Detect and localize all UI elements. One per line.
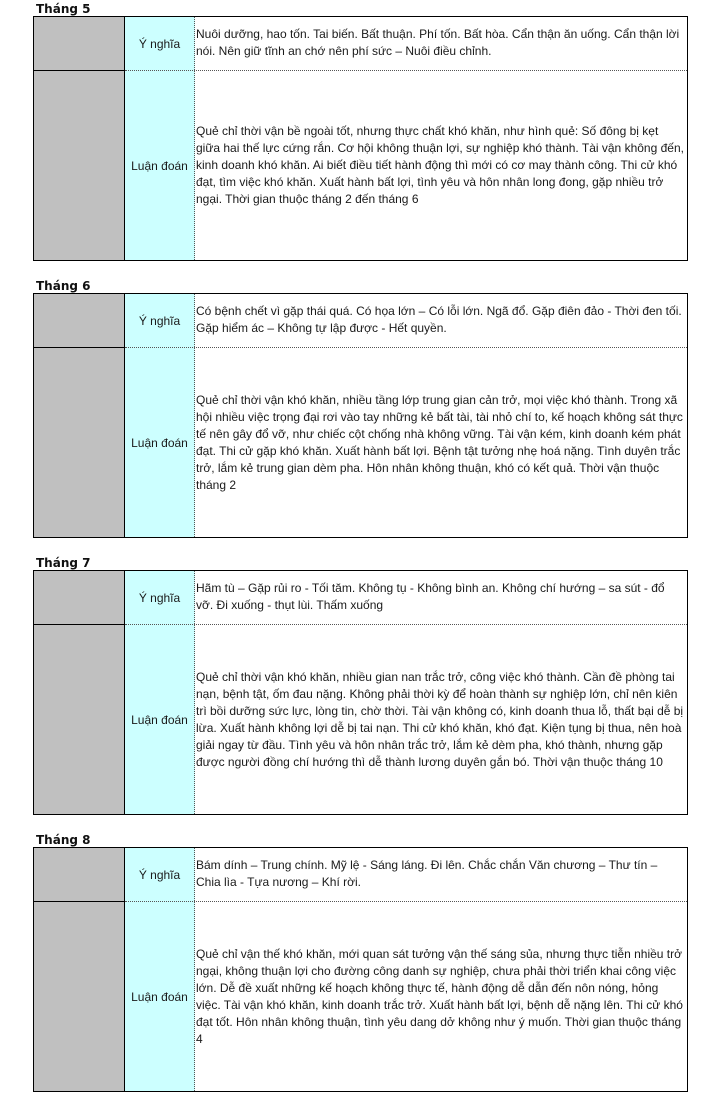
interpretation-label: Luận đoán	[131, 435, 188, 450]
gray-column	[34, 294, 125, 537]
meaning-label: Ý nghĩa	[138, 868, 181, 882]
interpretation-text	[196, 902, 685, 1091]
label-column	[125, 17, 195, 260]
month-table	[33, 293, 688, 538]
label-column	[125, 571, 195, 814]
interpretation-text-content: Quẻ chỉ thời vận bề ngoài tốt, nhưng thực chất khó khăn, như hình quẻ: Số đông bị kẹt giữa hai thế lực cứng rắn. Cơ hội không thuận lợi, sự nghiệp khó thành. Tài vận không đến, kinh doanh khó khăn. Ai biết điều tiết hành động thì mới có cơ may thành công. Thi cử khó đạt, tìm việc khó khăn. Xuất hành bất lợi, tình yêu và hôn nhân long đong, gặp nhiều trở ngại. Thời gian thuộc tháng 2 đến tháng 6	[196, 124, 684, 206]
meaning-label: Ý nghĩa	[138, 37, 181, 51]
interpretation-label: Luận đoán	[131, 158, 188, 173]
gray-column	[34, 848, 125, 1091]
interpretation-label: Luận đoán	[131, 712, 188, 727]
month-table	[33, 570, 688, 815]
interpretation-text-content: Quẻ chỉ vận thế khó khăn, mới quan sát tưởng vận thế sáng sủa, nhưng thực tiễn nhiều trở ngại, không thuận lợi cho đường công danh sự nghiệp, chưa phải thời triển khai công việc lớn. Dễ đề xuất những kế hoạch không thực tế, hành động dễ dẫn đến nôn nóng, hỏng việc. Tài vận khó khăn, kinh doanh trắc trở. Xuất hành bất lợi, bệnh dễ nặng lên. Thi cử khó đạt tốt. Hôn nhân không thuận, tình yêu dang dở không như ý muốn. Thời gian thuộc tháng 4	[196, 946, 683, 1046]
gray-column	[34, 17, 125, 260]
month-title: Tháng 7	[36, 556, 91, 570]
interpretation-text	[196, 71, 685, 260]
month-table	[33, 16, 688, 261]
meaning-label: Ý nghĩa	[138, 591, 181, 605]
meaning-text-content: Có bệnh chết vì gặp thái quá. Có họa lớn – Có lỗi lớn. Ngã đổ. Gặp điên đảo - Thời đen tối. Gặp hiểm ác – Không tự lập được - Hết quyền.	[196, 304, 682, 335]
month-table	[33, 847, 688, 1092]
interpretation-text-content: Quẻ chỉ thời vận khó khăn, nhiều gian nan trắc trở, công việc khó thành. Cần đề phòng tai nạn, bệnh tật, ốm đau nặng. Không phải thời kỳ để hoàn thành sự nghiệp lớn, chỉ nên kiên trì bồi dưỡng sức lực, lòng tin, chờ thời. Tài vận không có, kinh doanh thua lỗ, thất bại dễ bị lừa. Xuất hành không lợi dễ bị tai nạn. Thi cử khó khăn, khó đạt. Kiện tụng bị thua, nên hoà giải ngay từ đầu. Tình yêu và hôn nhân trắc trở, lắm kẻ dèm pha, khó thành, nhưng gặp được người đồng chí hướng thì dễ thành lương duyên gắn bó. Thời vận thuộc tháng 10	[196, 669, 684, 769]
meaning-text-content: Nuôi dưỡng, hao tốn. Tai biến. Bất thuận. Phí tốn. Bất hòa. Cẩn thận ăn uống. Cẩn thận lời nói. Nên giữ tĩnh an chớ nên phí sức – Nuôi điều chỉnh.	[196, 27, 680, 58]
label-column	[125, 294, 195, 537]
meaning-text	[196, 17, 685, 71]
meaning-text	[196, 571, 685, 625]
interpretation-text-content: Quẻ chỉ thời vận khó khăn, nhiều tầng lớp trung gian cản trở, mọi việc khó thành. Trong xã hội nhiều việc trọng đại rơi vào tay những kẻ bất tài, tài nhỏ chí to, kế hoạch không sát thực tế nên gây đổ vỡ, như chiếc cột chống nhà không vững. Tài vận kém, kinh doanh kém phát đạt. Thi cử gặp khó khăn. Xuất hành bất lợi. Bệnh tật tưởng nhẹ hoá nặng. Tình duyên trắc trở, lắm kẻ trung gian dèm pha. Hôn nhân không thuận, khó có kết quả. Thời vận thuộc tháng 2	[196, 392, 683, 492]
meaning-text-content: Bám dính – Trung chính. Mỹ lệ - Sáng láng. Đi lên. Chắc chắn Văn chương – Thư tín – Chia lìa - Tựa nương – Khí rời.	[196, 858, 658, 889]
meaning-text	[196, 848, 685, 902]
interpretation-label: Luận đoán	[131, 989, 188, 1004]
meaning-text-content: Hãm tù – Gặp rủi ro - Tối tăm. Không tụ - Không bình an. Không chí hướng – sa sút - đổ vỡ. Đi xuống - thụt lùi. Thấm xuống	[196, 581, 665, 612]
interpretation-text	[196, 625, 685, 814]
gray-column	[34, 571, 125, 814]
month-title: Tháng 6	[36, 279, 91, 293]
label-column	[125, 848, 195, 1091]
interpretation-text	[196, 348, 685, 537]
month-title: Tháng 8	[36, 833, 91, 847]
meaning-text	[196, 294, 685, 348]
month-title: Tháng 5	[36, 2, 91, 16]
meaning-label: Ý nghĩa	[138, 314, 181, 328]
